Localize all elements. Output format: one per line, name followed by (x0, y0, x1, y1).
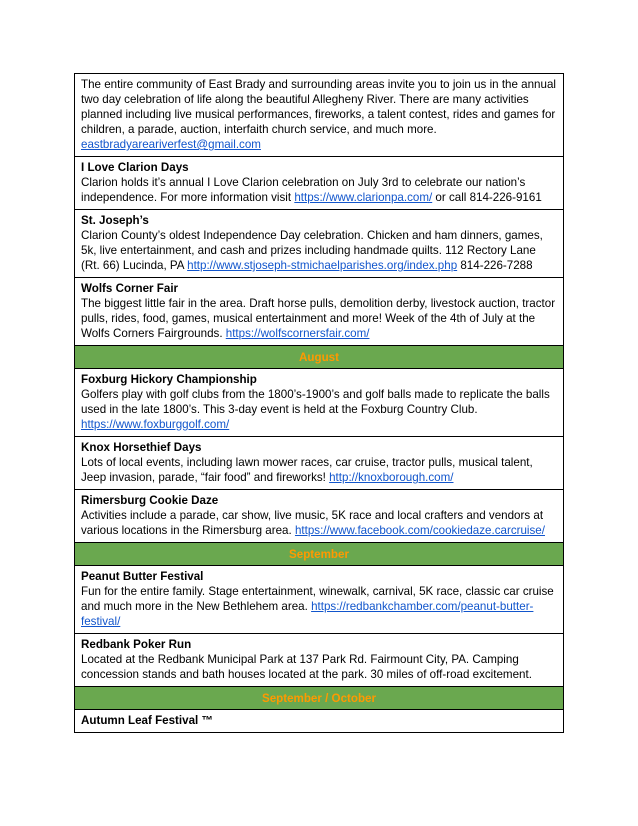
event-link[interactable]: http://www.stjoseph-stmichaelparishes.org/index.php (187, 259, 458, 272)
event-link[interactable]: http://knoxborough.com/ (329, 471, 454, 484)
event-description: Located at the Redbank Municipal Park at 137 Park Rd. Fairmount City, PA. Camping concession stands and bath houses located at the park. 30 miles of off-road excitement. (81, 653, 532, 681)
event-link[interactable]: https://redbankchamber.com/peanut-butter-festival/ (81, 600, 534, 628)
event-title: Peanut Butter Festival (81, 570, 204, 583)
event-link[interactable]: eastbradyareariverfest@gmail.com (81, 138, 261, 151)
event-row (75, 710, 563, 732)
event-link[interactable]: https://www.clarionpa.com/ (294, 191, 433, 204)
month-header: September (75, 543, 563, 566)
event-description: Clarion holds it’s annual I Love Clarion celebration on July 3rd to celebrate our nation’s independence. For more information visit (81, 176, 526, 204)
event-row (75, 278, 563, 346)
month-header: August (75, 346, 563, 369)
event-description: Fun for the entire family. Stage entertainment, winewalk, carnival, 5K race, classic car cruise and much more in the New Bethlehem area. (81, 585, 554, 613)
event-description: Activities include a parade, car show, live music, 5K race and local crafters and vendors at various locations in the Rimersburg area. (81, 509, 544, 537)
events-table (74, 73, 564, 733)
event-row (75, 437, 563, 490)
event-row (75, 74, 563, 157)
event-title: Wolfs Corner Fair (81, 282, 179, 295)
event-row (75, 157, 563, 210)
event-row (75, 566, 563, 634)
event-link[interactable]: https://wolfscornersfair.com/ (225, 327, 370, 340)
event-contact: or call 814-226-9161 (432, 191, 542, 204)
event-description: Golfers play with golf clubs from the 1800’s-1900’s and golf balls made to replicate the balls used in the late 1800’s. This 3-day event is held at the Foxburg Country Club. (81, 388, 550, 416)
event-row (75, 369, 563, 437)
event-title: Rimersburg Cookie Daze (81, 494, 219, 507)
event-title: Foxburg Hickory Championship (81, 373, 257, 386)
event-link[interactable]: https://www.foxburggolf.com/ (81, 418, 230, 431)
event-row (75, 210, 563, 278)
event-title: Knox Horsethief Days (81, 441, 202, 454)
event-title: Redbank Poker Run (81, 638, 192, 651)
event-description: The biggest little fair in the area. Draft horse pulls, demolition derby, livestock auction, tractor pulls, rides, food, games, musical entertainment and more! Week of the 4th of July at the Wolfs Corners Fairgrounds. (81, 297, 556, 340)
event-contact: 814-226-7288 (457, 259, 533, 272)
event-row (75, 634, 563, 687)
event-title: I Love Clarion Days (81, 161, 189, 174)
event-title: Autumn Leaf Festival ™ (81, 714, 214, 727)
event-link[interactable]: https://www.facebook.com/cookiedaze.carcruise/ (294, 524, 545, 537)
month-header: September / October (75, 687, 563, 710)
event-row (75, 490, 563, 543)
event-description: Clarion County’s oldest Independence Day celebration. Chicken and ham dinners, games, 5k, live entertainment, and cash and prizes including handmade quilts. 112 Rectory Lane (Rt. 66) Lucinda, PA (81, 229, 543, 272)
event-description: Lots of local events, including lawn mower races, car cruise, tractor pulls, musical talent, Jeep invasion, parade, “fair food” and fireworks! (81, 456, 533, 484)
event-description: The entire community of East Brady and surrounding areas invite you to join us in the annual two day celebration of life along the beautiful Allegheny River. There are many activities planned including live musical performances, fireworks, a talent contest, rides and games for children, a parade, auction, interfaith church service, and much more. (81, 78, 556, 136)
event-title: St. Joseph’s (81, 214, 149, 227)
